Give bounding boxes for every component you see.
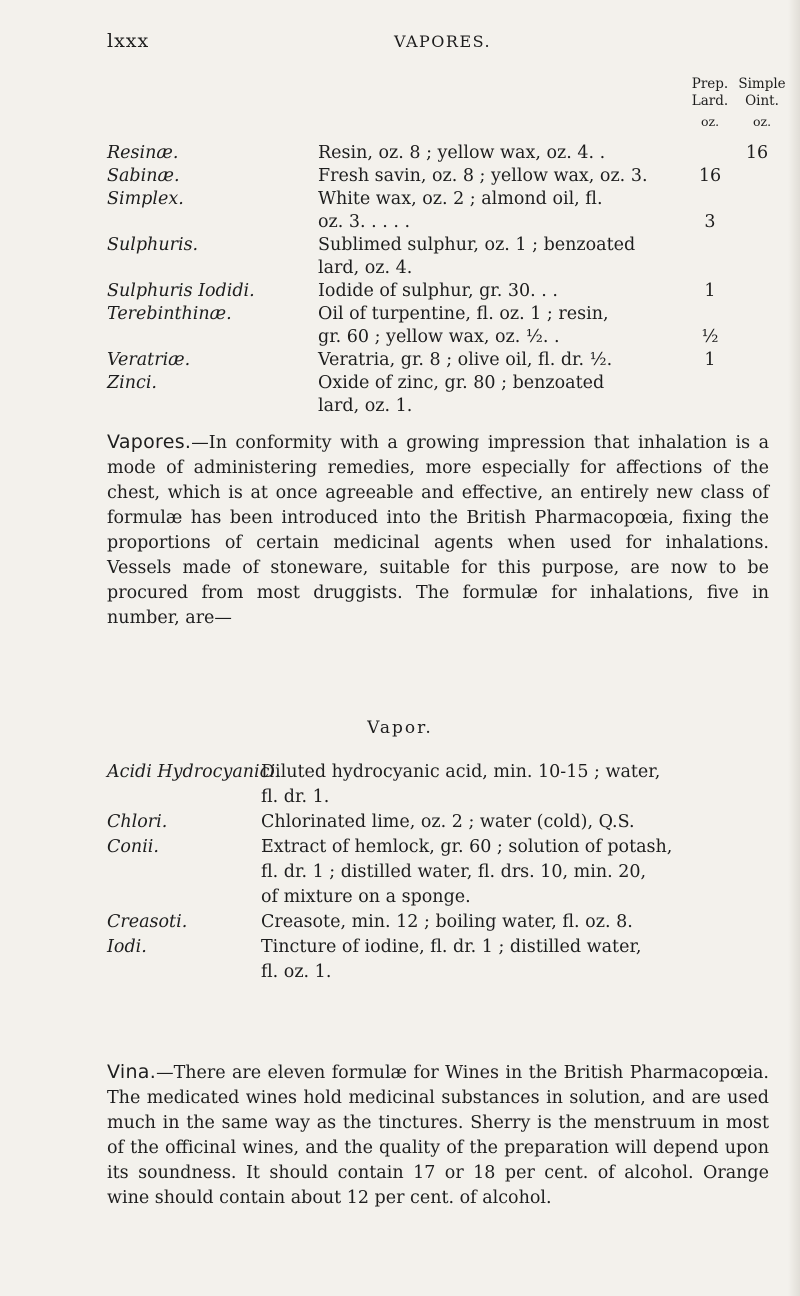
formula-line: fl. dr. 1 ; distilled water, fl. drs. 10, min. 20, <box>261 862 647 882</box>
running-title: VAPORES. <box>394 32 492 51</box>
formula-line: Oxide of zinc, gr. 80 ; benzoated <box>318 373 605 393</box>
ointment-label: Sulphuris Iodidi. <box>107 281 255 301</box>
vapor-formula <box>261 910 769 935</box>
column-header-prep-lard <box>682 76 738 130</box>
formula-line: Creasote, min. 12 ; boiling water, fl. oz. 8. <box>261 912 633 932</box>
column-header-simple-oint <box>736 76 788 130</box>
prep-lard-value: 16 <box>698 166 722 186</box>
formula-line: fl. oz. 1. <box>261 962 332 982</box>
ointment-formula <box>318 349 718 372</box>
formula-line: Fresh savin, oz. 8 ; yellow wax, oz. 3. <box>318 166 648 186</box>
ointment-label: Resinæ. <box>107 143 179 163</box>
formula-line: Extract of hemlock, gr. 60 ; solution of potash, <box>261 837 673 857</box>
formula-line: Chlorinated lime, oz. 2 ; water (cold), Q.S. <box>261 812 635 832</box>
vapor-subheading: Vapor. <box>367 718 433 738</box>
formula-line: of mixture on a sponge. <box>261 887 471 907</box>
ointment-label: Sulphuris. <box>107 235 199 255</box>
vapor-label: Acidi Hydrocyanici. <box>107 762 281 782</box>
page-edge-shadow <box>788 0 800 1296</box>
column-unit: oz. <box>700 114 720 129</box>
formula-line: Resin, oz. 8 ; yellow wax, oz. 4. . <box>318 143 606 163</box>
column-header-line: Oint. <box>745 93 779 109</box>
formula-line: Oil of turpentine, fl. oz. 1 ; resin, <box>318 304 609 324</box>
prep-lard-value: 3 <box>704 212 716 232</box>
vapor-label: Creasoti. <box>107 912 188 932</box>
vapor-formula <box>261 760 769 810</box>
prep-lard-value: 1 <box>704 281 716 301</box>
formula-line: Iodide of sulphur, gr. 30. . . <box>318 281 558 301</box>
vapor-label: Chlori. <box>107 812 168 832</box>
vina-paragraph <box>107 1060 769 1211</box>
formula-line: fl. dr. 1. <box>261 787 330 807</box>
vapor-label: Conii. <box>107 837 159 857</box>
section-heading-vapores: Vapores. <box>107 431 192 453</box>
formula-line: White wax, oz. 2 ; almond oil, fl. <box>318 189 603 209</box>
formula-line: gr. 60 ; yellow wax, oz. ½. . <box>318 327 560 347</box>
section-heading-vina: Vina. <box>107 1061 157 1083</box>
ointment-label: Zinci. <box>107 373 157 393</box>
ointment-label: Veratriæ. <box>107 350 191 370</box>
ointment-formula <box>318 165 718 188</box>
prep-lard-value: 1 <box>704 350 716 370</box>
ointment-formula <box>318 372 718 418</box>
column-header-line: Prep. <box>691 76 729 92</box>
ointment-formula <box>318 280 718 303</box>
vapor-formula <box>261 810 769 835</box>
column-header-line: Lard. <box>691 93 729 109</box>
simple-oint-value: 16 <box>745 143 769 163</box>
ointment-formula <box>318 303 718 349</box>
prep-lard-value: ½ <box>701 327 719 347</box>
ointment-label: Sabinæ. <box>107 166 180 186</box>
column-unit: oz. <box>752 114 772 129</box>
vapor-label: Iodi. <box>107 937 147 957</box>
vapores-paragraph <box>107 430 769 631</box>
ointment-formula <box>318 142 718 165</box>
formula-line: Veratria, gr. 8 ; olive oil, fl. dr. ½. <box>318 350 613 370</box>
column-header-line: Simple <box>738 76 786 92</box>
vapor-formula <box>261 835 769 910</box>
ointment-formula <box>318 234 718 280</box>
page-header <box>107 30 770 60</box>
vina-text: —There are eleven formulæ for Wines in the British Pharmacopœia. The medicated wines hold medicinal substances in solution, and are used much in the same way as the tinctures. Sherry is the menstruum in most of the officinal wines, and the quality of the preparation will depend upon its soundness. It should contain 17 or 18 per cent. of alcohol. Orange wine should contain about 12 per cent. of alcohol. <box>107 1063 769 1208</box>
ointment-label: Simplex. <box>107 189 184 209</box>
formula-line: Diluted hydrocyanic acid, min. 10-15 ; water, <box>261 762 661 782</box>
formula-line: lard, oz. 4. <box>318 258 413 278</box>
ointment-label: Terebinthinæ. <box>107 304 232 324</box>
formula-line: Sublimed sulphur, oz. 1 ; benzoated <box>318 235 636 255</box>
formula-line: lard, oz. 1. <box>318 396 413 416</box>
vapores-text: —In conformity with a growing impression that inhalation is a mode of administering remedies, more especially for affections of the chest, which is at once agreeable and effective, an entirely new class of formulæ has been introduced into the British Pharmacopœia, fixing the proportions of certain medicinal agents when used for inhalations. Vessels made of stoneware, suitable for this purpose, are now to be procured from most druggists. The formulæ for inhalations, five in number, are— <box>107 433 769 628</box>
page-number: lxxx <box>107 30 150 52</box>
vapor-formula <box>261 935 769 985</box>
ointment-formula <box>318 188 718 234</box>
formula-line: Tincture of iodine, fl. dr. 1 ; distilled water, <box>261 937 642 957</box>
formula-line: oz. 3. . . . . <box>318 212 411 232</box>
